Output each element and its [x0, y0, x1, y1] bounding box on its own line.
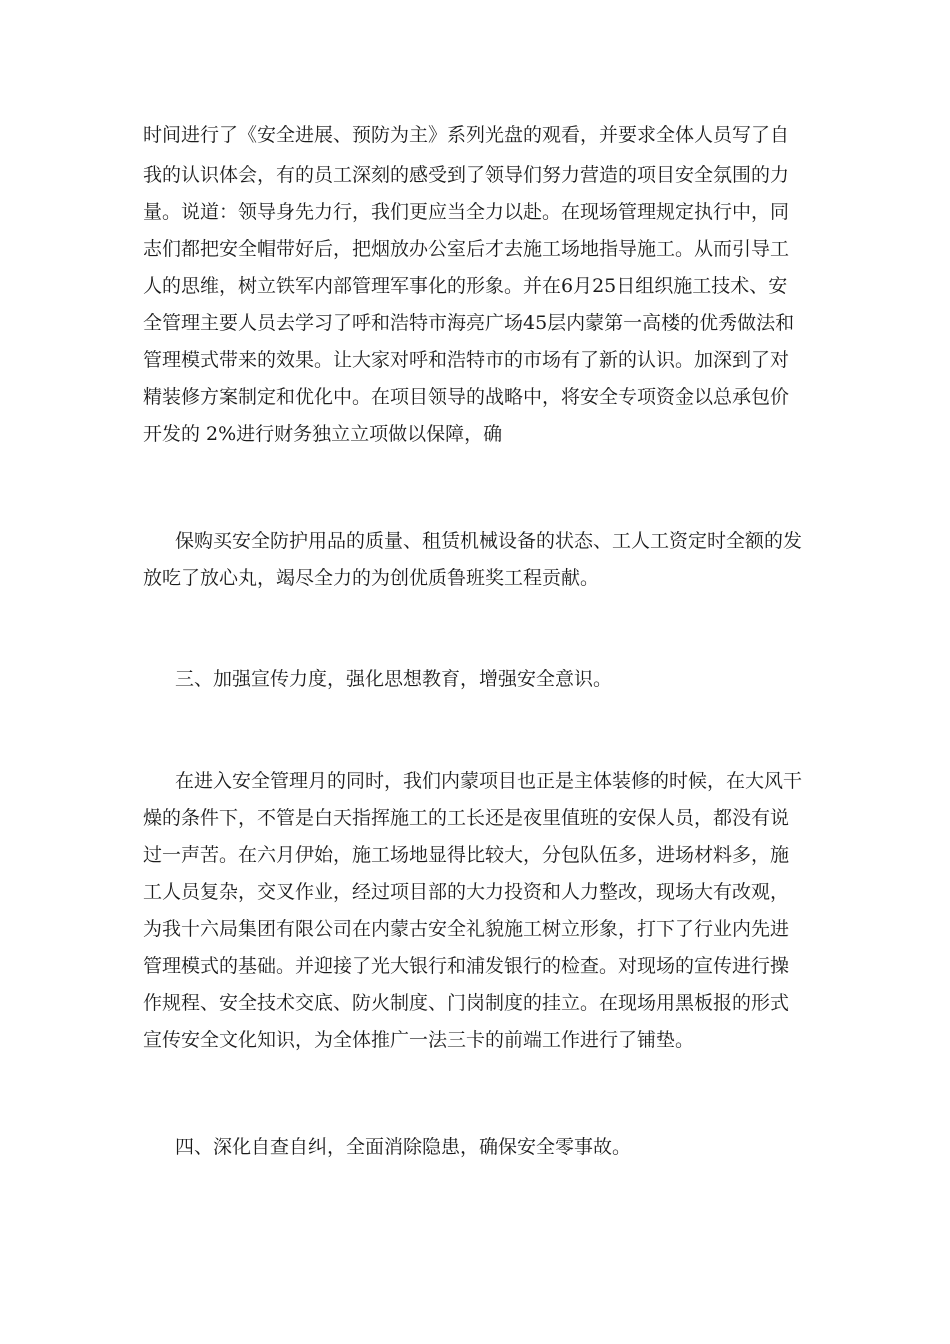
paragraph-line: 过一声苦。在六月伊始，施工场地显得比较大，分包队伍多，进场材料多，施 [143, 844, 790, 866]
paragraph-line: 工人员复杂，交叉作业，经过项目部的大力投资和人力整改，现场大有改观， [143, 881, 790, 903]
section-heading-3: 三、加强宣传力度，强化思想教育，增强安全意识。 [175, 668, 613, 690]
paragraph-line: 精装修方案制定和优化中。在项目领导的战略中，将安全专项资金以总承包价 [143, 386, 790, 408]
paragraph-line: 管理模式带来的效果。让大家对呼和浩特市的市场有了新的认识。加深到了对 [143, 349, 790, 371]
paragraph-line: 时间进行了《安全进展、预防为主》系列光盘的观看，并要求全体人员写了自 [143, 124, 790, 146]
paragraph-line: 保购买安全防护用品的质量、租赁机械设备的状态、工人工资定时全额的发 [175, 530, 803, 552]
section-heading-4: 四、深化自查自纠，全面消除隐患，确保安全零事故。 [175, 1136, 632, 1158]
paragraph-line: 放吃了放心丸，竭尽全力的为创优质鲁班奖工程贡献。 [143, 567, 600, 589]
paragraph-line: 在进入安全管理月的同时，我们内蒙项目也正是主体装修的时候，在大风干 [175, 770, 803, 792]
paragraph-line: 作规程、安全技术交底、防火制度、门岗制度的挂立。在现场用黑板报的形式 [143, 992, 790, 1014]
paragraph-line: 志们都把安全帽带好后，把烟放办公室后才去施工场地指导施工。从而引导工 [143, 238, 790, 260]
paragraph-line: 量。说道：领导身先力行，我们更应当全力以赴。在现场管理规定执行中，同 [143, 201, 790, 223]
paragraph-line: 我的认识体会，有的员工深刻的感受到了领导们努力营造的项目安全氛围的力 [143, 164, 790, 186]
paragraph-line: 宣传安全文化知识，为全体推广一法三卡的前端工作进行了铺垫。 [143, 1029, 695, 1051]
paragraph-line: 开发的 2%进行财务独立立项做以保障，确 [143, 423, 503, 445]
paragraph-line: 燥的条件下，不管是白天指挥施工的工长还是夜里值班的安保人员，都没有说 [143, 807, 790, 829]
paragraph-line: 管理模式的基础。并迎接了光大银行和浦发银行的检查。对现场的宣传进行操 [143, 955, 790, 977]
paragraph-line: 为我十六局集团有限公司在内蒙古安全礼貌施工树立形象，打下了行业内先进 [143, 918, 790, 940]
paragraph-line: 全管理主要人员去学习了呼和浩特市海亮广场45层内蒙第一高楼的优秀做法和 [143, 312, 795, 334]
paragraph-line: 人的思维，树立铁军内部管理军事化的形象。并在6月25日组织施工技术、安 [143, 275, 788, 297]
